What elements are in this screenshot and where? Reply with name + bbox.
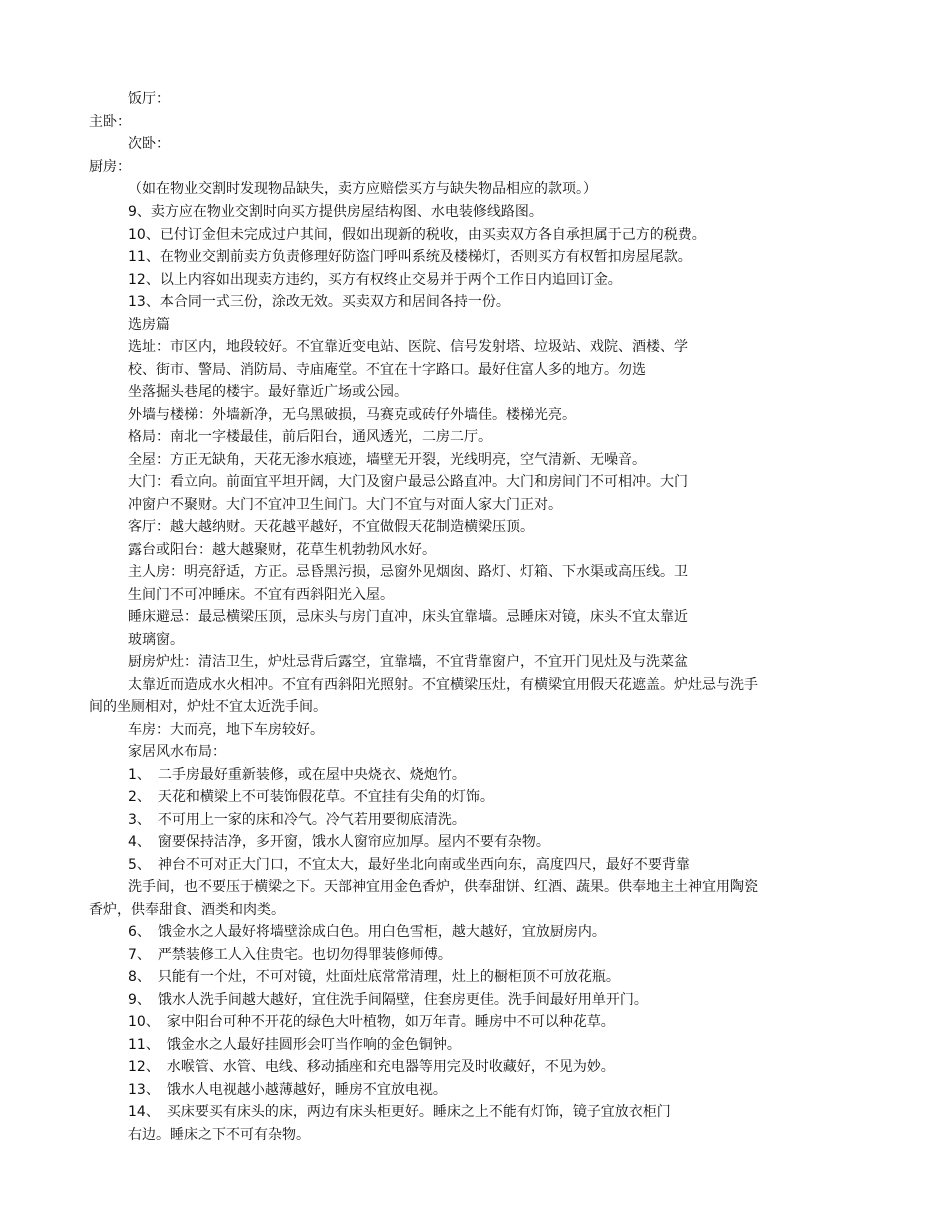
section-heading: 选房篇 xyxy=(128,317,170,333)
list-item: 12、 水喉管、水管、电线、移动插座和充电器等用完及时收藏好，不见为妙。 xyxy=(128,1059,615,1075)
text-line: 大门：看立向。前面宜平坦开阔，大门及窗户最忌公路直冲。大门和房间门不可相冲。大门 xyxy=(128,474,688,490)
text-line: 家居风水布局： xyxy=(128,744,226,760)
text-line: 校、街市、警局、消防局、寺庙庵堂。不宜在十字路口。最好住富人多的地方。勿选 xyxy=(128,362,646,378)
list-item: 6、 饿金水之人最好将墙壁涂成白色。用白色雪柜，越大越好，宜放厨房内。 xyxy=(128,924,606,940)
text-line: 间的坐厕相对，炉灶不宜太近洗手间。 xyxy=(89,699,327,715)
text-line: 香炉，供奉甜食、酒类和肉类。 xyxy=(89,902,285,918)
list-item: 7、 严禁装修工人入住贵宅。也切勿得罪装修师傅。 xyxy=(128,947,452,963)
list-item: 2、 天花和横梁上不可装饰假花草。不宜挂有尖角的灯饰。 xyxy=(128,789,494,805)
list-item: 8、 只能有一个灶，不可对镜，灶面灶底常常清理，灶上的橱柜顶不可放花瓶。 xyxy=(128,969,620,985)
text-line: （如在物业交割时发现物品缺失，卖方应赔偿买方与缺失物品相应的款项。） xyxy=(128,181,597,197)
list-item: 5、 神台不可对正大门口，不宜太大，最好坐北向南或坐西向东，高度四尺，最好不要背靠 xyxy=(128,857,690,873)
text-line: 洗手间，也不要压于横梁之下。天部神宜用金色香炉，供奉甜饼、红酒、蔬果。供奉地主土神宜用陶瓷 xyxy=(128,879,758,895)
text-line: 9、卖方应在物业交割时向买方提供房屋结构图、水电装修线路图。 xyxy=(128,204,543,220)
list-item: 10、 家中阳台可种不开花的绿色大叶植物，如万年青。睡房中不可以种花草。 xyxy=(128,1014,615,1030)
text-line: 生间门不可冲睡床。不宜有西斜阳光入屋。 xyxy=(128,587,394,603)
list-item: 3、 不可用上一家的床和冷气。冷气若用要彻底清洗。 xyxy=(128,812,466,828)
list-item: 1、 二手房最好重新装修，或在屋中央烧衣、烧炮竹。 xyxy=(128,767,466,783)
text-line: 格局：南北一字楼最佳，前后阳台，通风透光，二房二厅。 xyxy=(128,429,492,445)
text-line: 11、在物业交割前卖方负责修理好防盗门呼叫系统及楼梯灯，否则买方有权暂扣房屋尾款。 xyxy=(128,249,692,265)
text-line: 客厅：越大越纳财。天花越平越好，不宜做假天花制造横梁压顶。 xyxy=(128,519,534,535)
text-line: 主卧： xyxy=(89,114,131,130)
list-item: 4、 窗要保持洁净，多开窗，饿水人窗帘应加厚。屋内不要有杂物。 xyxy=(128,834,550,850)
text-line: 厨房炉灶：清洁卫生，炉灶忌背后露空，宜靠墙，不宜背靠窗户，不宜开门见灶及与洗菜盆 xyxy=(128,654,688,670)
text-line: 外墙与楼梯：外墙新净，无乌黑破损，马赛克或砖仔外墙佳。楼梯光亮。 xyxy=(128,407,576,423)
text-line: 右边。睡床之下不可有杂物。 xyxy=(128,1127,310,1143)
list-item: 9、 饿水人洗手间越大越好，宜住洗手间隔壁，住套房更佳。洗手间最好用单开门。 xyxy=(128,992,648,1008)
text-line: 选址：市区内，地段较好。不宜靠近变电站、医院、信号发射塔、垃圾站、戏院、酒楼、学 xyxy=(128,339,688,355)
text-line: 全屋：方正无缺角，天花无渗水痕迹，墙壁无开裂，光线明亮，空气清新、无噪音。 xyxy=(128,452,646,468)
text-line: 主人房：明亮舒适，方正。忌昏黑污损，忌窗外见烟囱、路灯、灯箱、下水渠或高压线。卫 xyxy=(128,564,688,580)
text-line: 车房：大而亮，地下车房较好。 xyxy=(128,722,324,738)
text-line: 睡床避忌：最忌横梁压顶，忌床头与房门直冲，床头宜靠墙。忌睡床对镜，床头不宜太靠近 xyxy=(128,609,688,625)
text-line: 13、本合同一式三份，涂改无效。买卖双方和居间各持一份。 xyxy=(128,294,510,310)
text-line: 次卧： xyxy=(128,136,170,152)
text-line: 10、已付订金但未完成过户其间，假如出现新的税收，由买卖双方各自承担属于己方的税费。 xyxy=(128,227,706,243)
text-line: 露台或阳台：越大越聚财，花草生机勃勃风水好。 xyxy=(128,542,436,558)
text-line: 玻璃窗。 xyxy=(128,632,184,648)
text-line: 冲窗户不聚财。大门不宜冲卫生间门。大门不宜与对面人家大门正对。 xyxy=(128,497,562,513)
text-line: 12、以上内容如出现卖方违约，买方有权终止交易并于两个工作日内追回订金。 xyxy=(128,272,622,288)
text-line: 厨房： xyxy=(89,159,131,175)
list-item: 14、 买床要买有床头的床，两边有床头柜更好。睡床之上不能有灯饰，镜子宜放衣柜门 xyxy=(128,1104,671,1120)
list-item: 13、 饿水人电视越小越薄越好，睡房不宜放电视。 xyxy=(128,1082,447,1098)
text-line: 坐落掘头巷尾的楼宇。最好靠近广场或公园。 xyxy=(128,384,408,400)
list-item: 11、 饿金水之人最好挂圆形会叮当作响的金色铜钟。 xyxy=(128,1037,461,1053)
text-line: 饭厅： xyxy=(128,91,170,107)
text-line: 太靠近而造成水火相冲。不宜有西斜阳光照射。不宜横梁压灶，有横梁宜用假天花遮盖。炉灶忌与洗手 xyxy=(128,677,758,693)
